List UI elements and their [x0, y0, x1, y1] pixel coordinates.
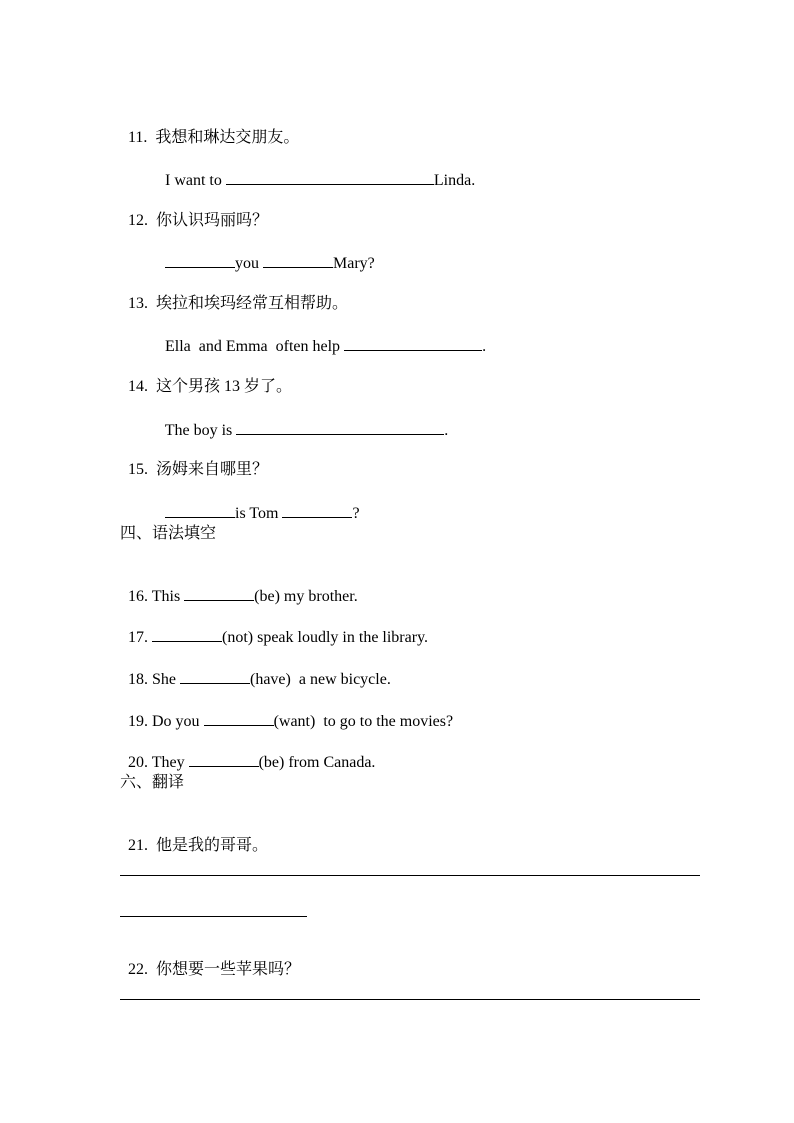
fill-blank[interactable]: [165, 253, 235, 268]
question-21: [120, 816, 268, 856]
fill-blank[interactable]: [226, 170, 434, 185]
answer-line-11: [157, 150, 475, 191]
question-text: She: [152, 671, 180, 688]
question-number: 15.: [128, 461, 148, 478]
question-number: 18.: [128, 671, 148, 688]
question-prompt-cn: 你认识玛丽吗？: [156, 212, 269, 229]
question-number: 16.: [128, 588, 148, 605]
section-4-title: 四、语法填空: [120, 525, 217, 542]
question-14: [120, 357, 292, 397]
answer-text: ?: [352, 505, 360, 522]
fill-blank[interactable]: [236, 420, 444, 435]
question-number: 19.: [128, 713, 148, 730]
question-number: 11.: [128, 129, 148, 146]
question-text: They: [151, 754, 189, 771]
question-22: [120, 940, 300, 980]
question-number: 13.: [128, 295, 148, 312]
question-prompt-cn: 你想要一些苹果吗？: [156, 961, 301, 978]
question-number: 14.: [128, 378, 148, 395]
question-text: (have) a new bicycle.: [250, 671, 391, 688]
fill-blank[interactable]: [180, 669, 250, 684]
question-number: 12.: [128, 212, 148, 229]
question-17: [120, 607, 428, 648]
fill-blank[interactable]: [344, 336, 482, 351]
question-12: [120, 191, 268, 231]
answer-line-12: [157, 233, 375, 274]
answer-line-14: [157, 400, 448, 441]
answer-text: Linda.: [433, 172, 476, 189]
question-16: [120, 566, 358, 607]
question-prompt-cn: 汤姆来自哪里？: [156, 461, 269, 478]
answer-text: is Tom: [235, 505, 283, 522]
fill-blank[interactable]: [189, 752, 259, 767]
answer-text: The boy is: [164, 422, 237, 439]
fill-blank[interactable]: [165, 503, 235, 518]
section-6-title: 六、翻译: [120, 774, 185, 791]
question-text: (not) speak loudly in the library.: [222, 629, 429, 646]
question-18: [120, 649, 391, 690]
question-text: (be) my brother.: [254, 588, 358, 605]
question-15: [120, 440, 268, 480]
question-text: Do you: [152, 713, 204, 730]
question-text: (want) to go to the movies?: [273, 713, 454, 730]
answer-rule[interactable]: [120, 916, 307, 917]
question-number: 20.: [128, 754, 148, 771]
question-13: [120, 274, 348, 314]
answer-text: you: [235, 255, 263, 272]
question-19: [120, 691, 453, 732]
fill-blank[interactable]: [204, 711, 274, 726]
answer-rule[interactable]: [120, 875, 700, 876]
fill-blank[interactable]: [152, 627, 222, 642]
question-prompt-cn: 我想和琳达交朋友。: [155, 129, 300, 146]
question-text: (be) from Canada.: [258, 754, 376, 771]
answer-line-15: [157, 483, 360, 524]
question-20: [120, 732, 375, 773]
question-number: 22.: [128, 961, 148, 978]
answer-text: Ella and Emma often help: [165, 338, 345, 355]
question-text: This: [151, 588, 185, 605]
answer-text: I want to: [165, 172, 226, 189]
question-number: 21.: [128, 837, 148, 854]
fill-blank[interactable]: [184, 586, 254, 601]
fill-blank[interactable]: [282, 503, 352, 518]
answer-text: .: [444, 422, 449, 439]
answer-rule[interactable]: [120, 999, 700, 1000]
answer-line-13: [157, 316, 486, 357]
answer-text: Mary?: [333, 255, 375, 272]
answer-text: .: [482, 338, 487, 355]
question-11: [120, 108, 299, 148]
fill-blank[interactable]: [263, 253, 333, 268]
question-prompt-cn: 这个男孩 13 岁了。: [156, 378, 293, 395]
question-number: 17.: [128, 629, 148, 646]
question-prompt-cn: 他是我的哥哥。: [156, 837, 269, 854]
question-prompt-cn: 埃拉和埃玛经常互相帮助。: [156, 295, 349, 312]
